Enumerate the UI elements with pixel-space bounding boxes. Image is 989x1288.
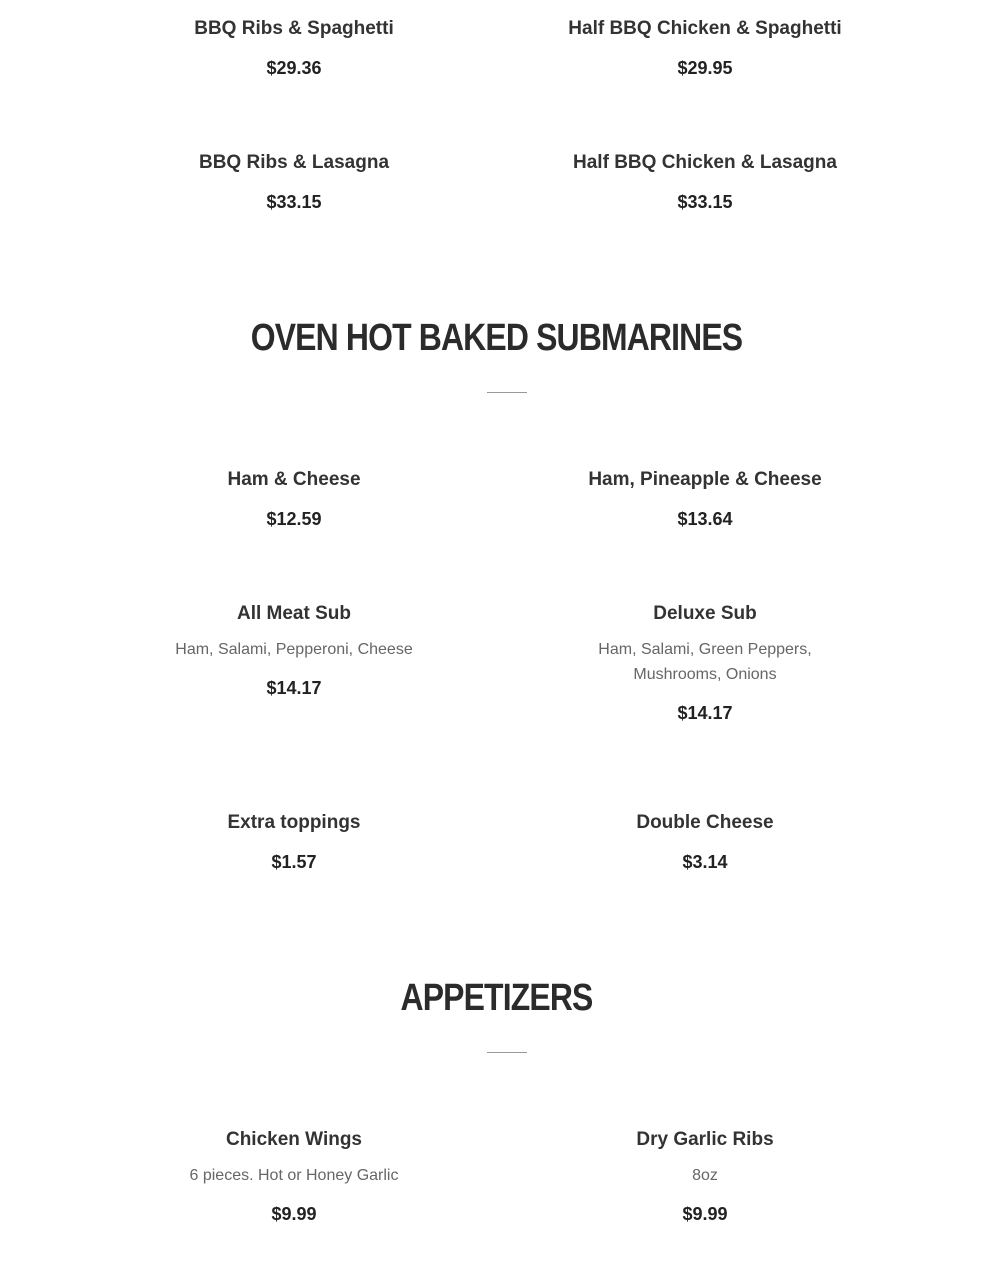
section-divider <box>487 1052 527 1053</box>
menu-item-price: $29.95 <box>677 58 733 78</box>
section-divider <box>487 392 527 393</box>
menu-item-bbq-ribs-spaghetti <box>144 17 444 80</box>
menu-item-double-cheese <box>555 811 855 874</box>
menu-item-price: $33.15 <box>266 192 322 212</box>
menu-item-name: Half BBQ Chicken & Lasagna <box>573 152 837 173</box>
section-title-appetizers: APPETIZERS <box>400 977 593 1019</box>
menu-item-price: $1.57 <box>271 852 317 872</box>
menu-item-name: BBQ Ribs & Lasagna <box>198 152 390 173</box>
menu-item-description: Ham, Salami, Green Peppers, Mushrooms, Onions <box>598 641 812 683</box>
menu-item-name: Half BBQ Chicken & Spaghetti <box>568 18 842 39</box>
section-title-submarines: OVEN HOT BAKED SUBMARINES <box>250 317 743 359</box>
menu-item-price: $33.15 <box>677 192 733 212</box>
menu-item-extra-toppings <box>144 811 444 874</box>
menu-item-price: $13.64 <box>677 509 733 529</box>
menu-item-price: $9.99 <box>271 1204 317 1224</box>
menu-item-price: $3.14 <box>682 852 728 872</box>
menu-item-name: Ham & Cheese <box>227 469 361 490</box>
menu-item-bbq-ribs-lasagna <box>144 151 444 214</box>
menu-item-name: Ham, Pineapple & Cheese <box>588 469 822 490</box>
menu-item-chicken-wings <box>144 1128 444 1226</box>
menu-item-name: Extra toppings <box>227 812 361 833</box>
menu-item-name: BBQ Ribs & Spaghetti <box>194 18 394 39</box>
menu-item-description: 8oz <box>692 1167 718 1184</box>
menu-item-deluxe-sub <box>555 602 855 725</box>
menu-item-ham-pineapple-cheese <box>555 468 855 531</box>
menu-item-price: $12.59 <box>266 509 322 529</box>
menu-item-price: $29.36 <box>266 58 322 78</box>
menu-item-price: $9.99 <box>682 1204 728 1224</box>
menu-item-name: Double Cheese <box>636 812 774 833</box>
menu-item-dry-garlic-ribs <box>555 1128 855 1226</box>
menu-item-name: Chicken Wings <box>225 1129 362 1150</box>
menu-item-name: All Meat Sub <box>236 603 351 624</box>
menu-item-name: Dry Garlic Ribs <box>636 1129 774 1150</box>
menu-item-description: Ham, Salami, Pepperoni, Cheese <box>175 641 413 658</box>
menu-item-description: 6 pieces. Hot or Honey Garlic <box>189 1167 399 1184</box>
menu-item-ham-cheese <box>144 468 444 531</box>
menu-item-half-bbq-chicken-spaghetti <box>555 17 855 80</box>
menu-item-price: $14.17 <box>266 678 322 698</box>
menu-item-half-bbq-chicken-lasagna <box>555 151 855 214</box>
menu-item-price: $14.17 <box>677 703 733 723</box>
menu-item-all-meat-sub <box>144 602 444 700</box>
menu-item-name: Deluxe Sub <box>653 603 757 624</box>
